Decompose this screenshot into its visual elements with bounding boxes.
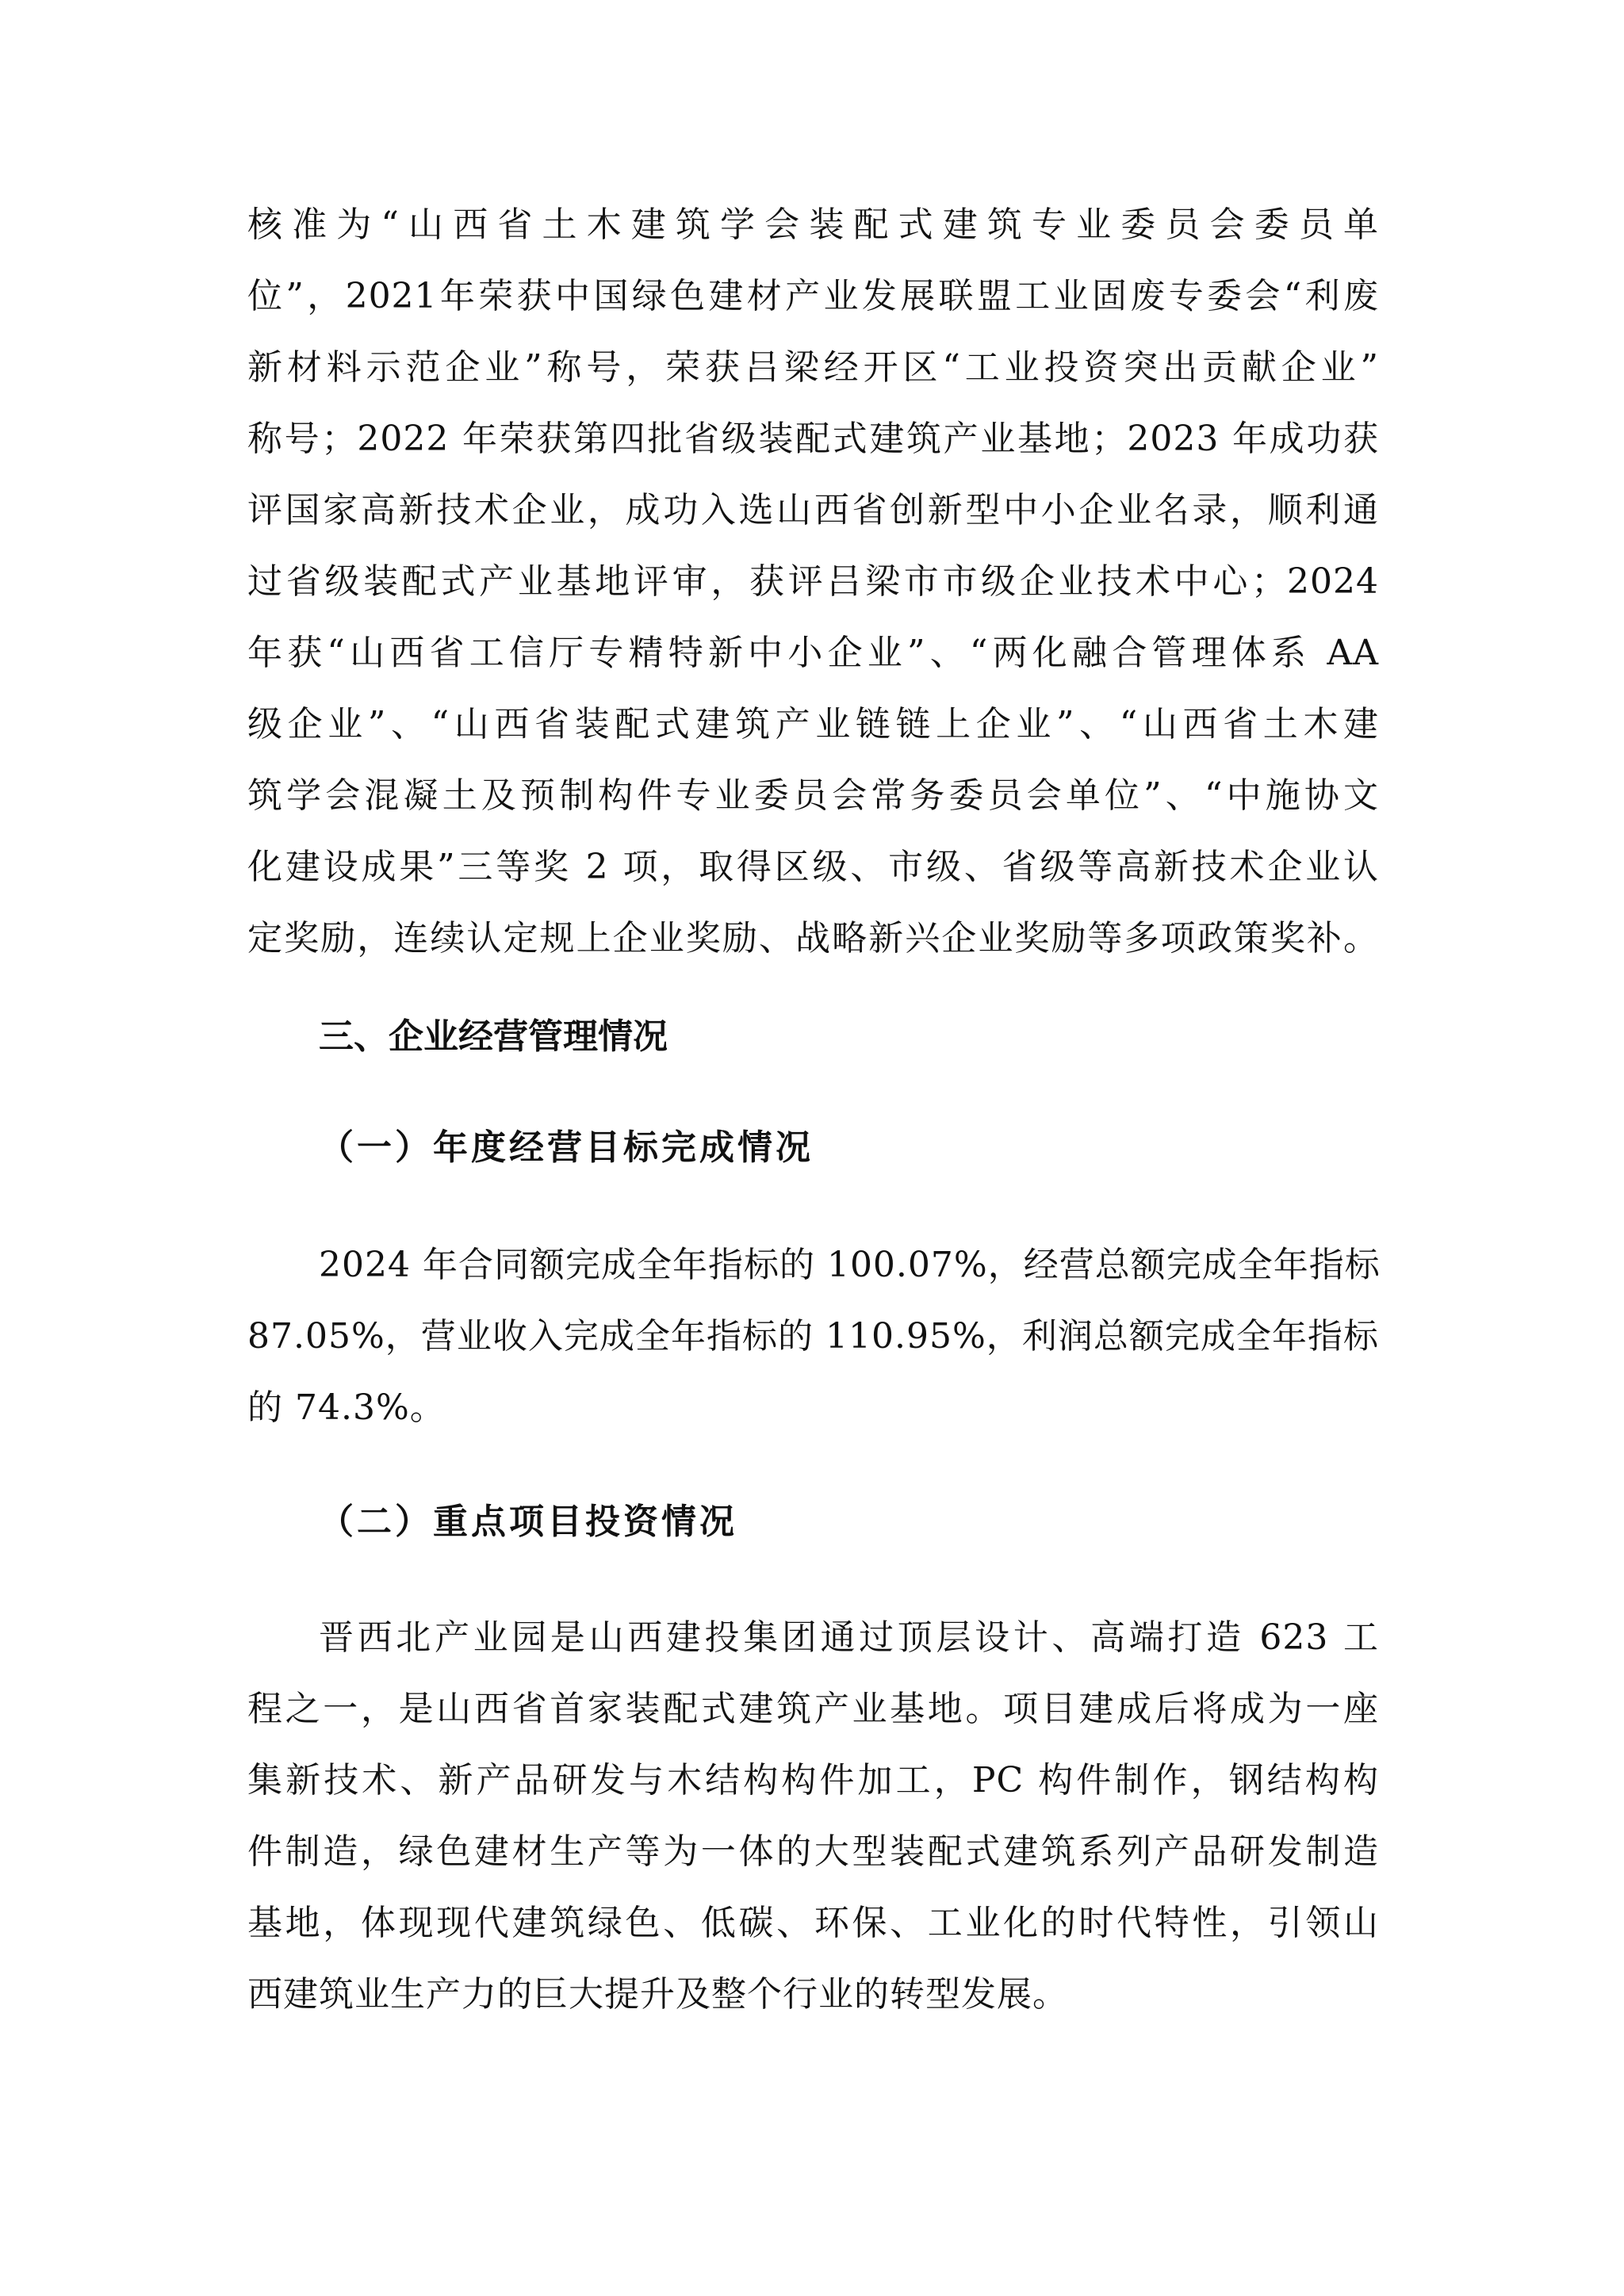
paragraph-line: 晋西北产业园是山西建投集团通过顶层设计、高端打造 623 工 — [319, 1617, 1379, 1658]
paragraph-line: 件制造，绿色建材生产等为一体的大型装配式建筑系列产品研发制造 — [247, 1831, 1379, 1872]
paragraph-line: 筑学会混凝土及预制构件专业委员会常务委员会单位”、“中施协文 — [247, 775, 1379, 816]
paragraph-line: 称号；2022 年荣获第四批省级装配式建筑产业基地；2023 年成功获 — [247, 419, 1379, 459]
paragraph-line: 位”，2021年荣获中国绿色建材产业发展联盟工业固废专委会“利废 — [247, 276, 1379, 316]
paragraph-line: 2024 年合同额完成全年指标的 100.07%，经营总额完成全年指标 — [319, 1245, 1381, 1285]
paragraph-line: 西建筑业生产力的巨大提升及整个行业的转型发展。 — [247, 1974, 1068, 2015]
paragraph-line: 化建设成果”三等奖 2 项，取得区级、市级、省级等高新技术企业认 — [247, 847, 1379, 887]
paragraph-line: 基地，体现现代建筑绿色、低碳、环保、工业化的时代特性，引领山 — [247, 1903, 1379, 1943]
paragraph-line: 定奖励，连续认定规上企业奖励、战略新兴企业奖励等多项政策奖补。 — [247, 918, 1379, 959]
paragraph-line: 集新技术、新产品研发与木结构构件加工，PC 构件制作，钢结构构 — [247, 1760, 1379, 1800]
paragraph-line: 过省级装配式产业基地评审，获评吕梁市市级企业技术中心；2024 — [247, 561, 1379, 602]
subsection-heading: （二）重点项目投资情况 — [319, 1502, 737, 1542]
paragraph-line: 级企业”、“山西省装配式建筑产业链链上企业”、“山西省土木建 — [247, 704, 1379, 744]
paragraph-line: 87.05%，营业收入完成全年指标的 110.95%，利润总额完成全年指标 — [247, 1316, 1379, 1357]
paragraph-line: 的 74.3%。 — [247, 1387, 446, 1428]
subsection-heading: （一）年度经营目标完成情况 — [319, 1127, 814, 1168]
paragraph-line: 评国家高新技术企业，成功入选山西省创新型中小企业名录，顺利通 — [247, 490, 1379, 530]
section-heading: 三、企业经营管理情况 — [319, 1016, 668, 1057]
paragraph-line: 核准为“山西省土木建筑学会装配式建筑专业委员会委员单 — [247, 205, 1379, 245]
paragraph-line: 年获“山西省工信厅专精特新中小企业”、“两化融合管理体系 AA — [247, 633, 1379, 673]
paragraph-line: 程之一，是山西省首家装配式建筑产业基地。项目建成后将成为一座 — [247, 1689, 1379, 1729]
paragraph-line: 新材料示范企业”称号，荣获吕梁经开区“工业投资突出贡献企业” — [247, 347, 1379, 388]
